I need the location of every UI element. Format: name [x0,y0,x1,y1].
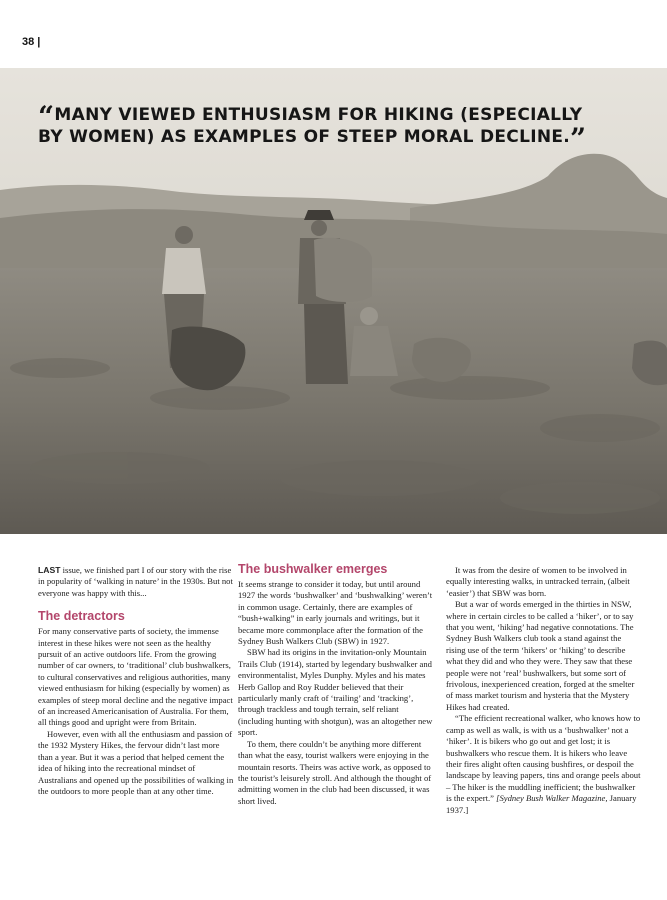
column-3 [446,565,642,816]
column-2 [238,562,434,807]
column3-quote-paragraph [446,713,642,816]
intro-lead-word: LAST [38,565,61,575]
bushwalker-paragraph-1: It seems strange to consider it today, but until around 1927 the words ‘bushwalker’ and ‘bushwalking’ weren’t in common usage. Certainly, there are examples of “bush+walking” in early journals and writings, but it became more commonplace after the formation of the Sydney Bush Walkers Club (SBW) in 1927. [238,579,433,647]
bushwalker-paragraph-3: To them, there couldn’t be anything more different than what the easy, tourist walkers were enjoying in the mountain resorts. Theirs was active work, as opposed to the tourist’s leisurely stroll. And although the thought of admitting women in the club had been discussed, it was short lived. [238,738,432,806]
magazine-quote: “The efficient recreational walker, who knows how to camp as well as walk, is with us a ‘bushwalker’ not a ‘hiker’. It is bikers who go out and get lost; it is bushwalkers who rescue them. It is hikers who leave their fires alight often causing bushfires, or despoil the landscape by leaving papers, tins and orange peels about – The hiker is the muddling inefficient; the bushwalker is the expert.” [446,713,641,804]
column3-paragraph-1: It was from the desire of women to be involved in equally interesting walks, in untracked terrain, (albeit ‘easier’) that SBW was born. [446,565,630,598]
citation-source: [Sydney Bush Walker Magazine, [496,793,608,804]
bushwalker-paragraph-2: SBW had its origins in the invitation-only Mountain Trails Club (1914), started by legendary bushwalker and environmentalist, Myles Dunphy. Myles and his mates Herb Gallop and Roy Rudder believed that their particularly manly craft of ‘trailing’ and ‘tracking’, through trackless and tough terrain, self reliant (including hunting with shotgun), was an altogether new sport. [238,647,433,738]
citation-date: January 1937.] [446,793,637,815]
pull-quote-text: MANY VIEWED ENTHUSIASM FOR HIKING (ESPECIALLY BY WOMEN) AS EXAMPLES OF STEEP MORAL DECLINE. [38,105,583,147]
detractors-paragraph-2: However, even with all the enthusiasm and passion of the 1932 Mystery Hikes, the fervour didn’t last more than a year. But it was a period that helped cement the idea of hiking into the recreational mindset of Australians and opened up the possibilities of walking in the outdoors to more people than at any other time. [38,728,234,796]
close-quote-mark: ” [570,122,587,155]
column-1 [38,565,234,797]
open-quote-mark: “ [38,100,55,133]
intro-text: issue, we finished part I of our story with the rise in popularity of ‘walking in nature’ in the 1930s. But not everyone was happy with this... [38,565,233,598]
article-body [38,562,642,885]
intro-paragraph [38,565,234,599]
detractors-paragraph-1: For many conservative parts of society, the immense interest in these hikes were not seen as the healthy pursuit of an active outdoors life. From the growing number of car owners, to ‘traditional’ club bushwalkers, to cultural conservatives and religious authorities, many viewed enthusiasm for hiking (especially by women) as examples of steep moral decline and the negative impact of an increased Americanisation of Australia. For them, all things good and upright were from Britain. [38,626,233,728]
heading-detractors: The detractors [38,609,125,624]
page-number: 38 | [22,36,41,48]
column3-paragraph-2: But a war of words emerged in the thirties in NSW, where in certain circles to be called a ‘hiker’, or to say that you went, ‘hiking’ had negative connotations. The Sydney Bush Walkers club took a stand against the rising use of the term ‘hikers’ or ‘hiking’ to describe what they did and who they were. They saw that these people were not ‘real’ bushwalkers, but some sort of frivolous, inexperienced creation, forged at the smelter of mass market tourism and hysteria that the Mystery Hikes had created. [446,599,635,712]
heading-bushwalker-emerges: The bushwalker emerges [238,562,388,576]
pull-quote [38,100,598,155]
